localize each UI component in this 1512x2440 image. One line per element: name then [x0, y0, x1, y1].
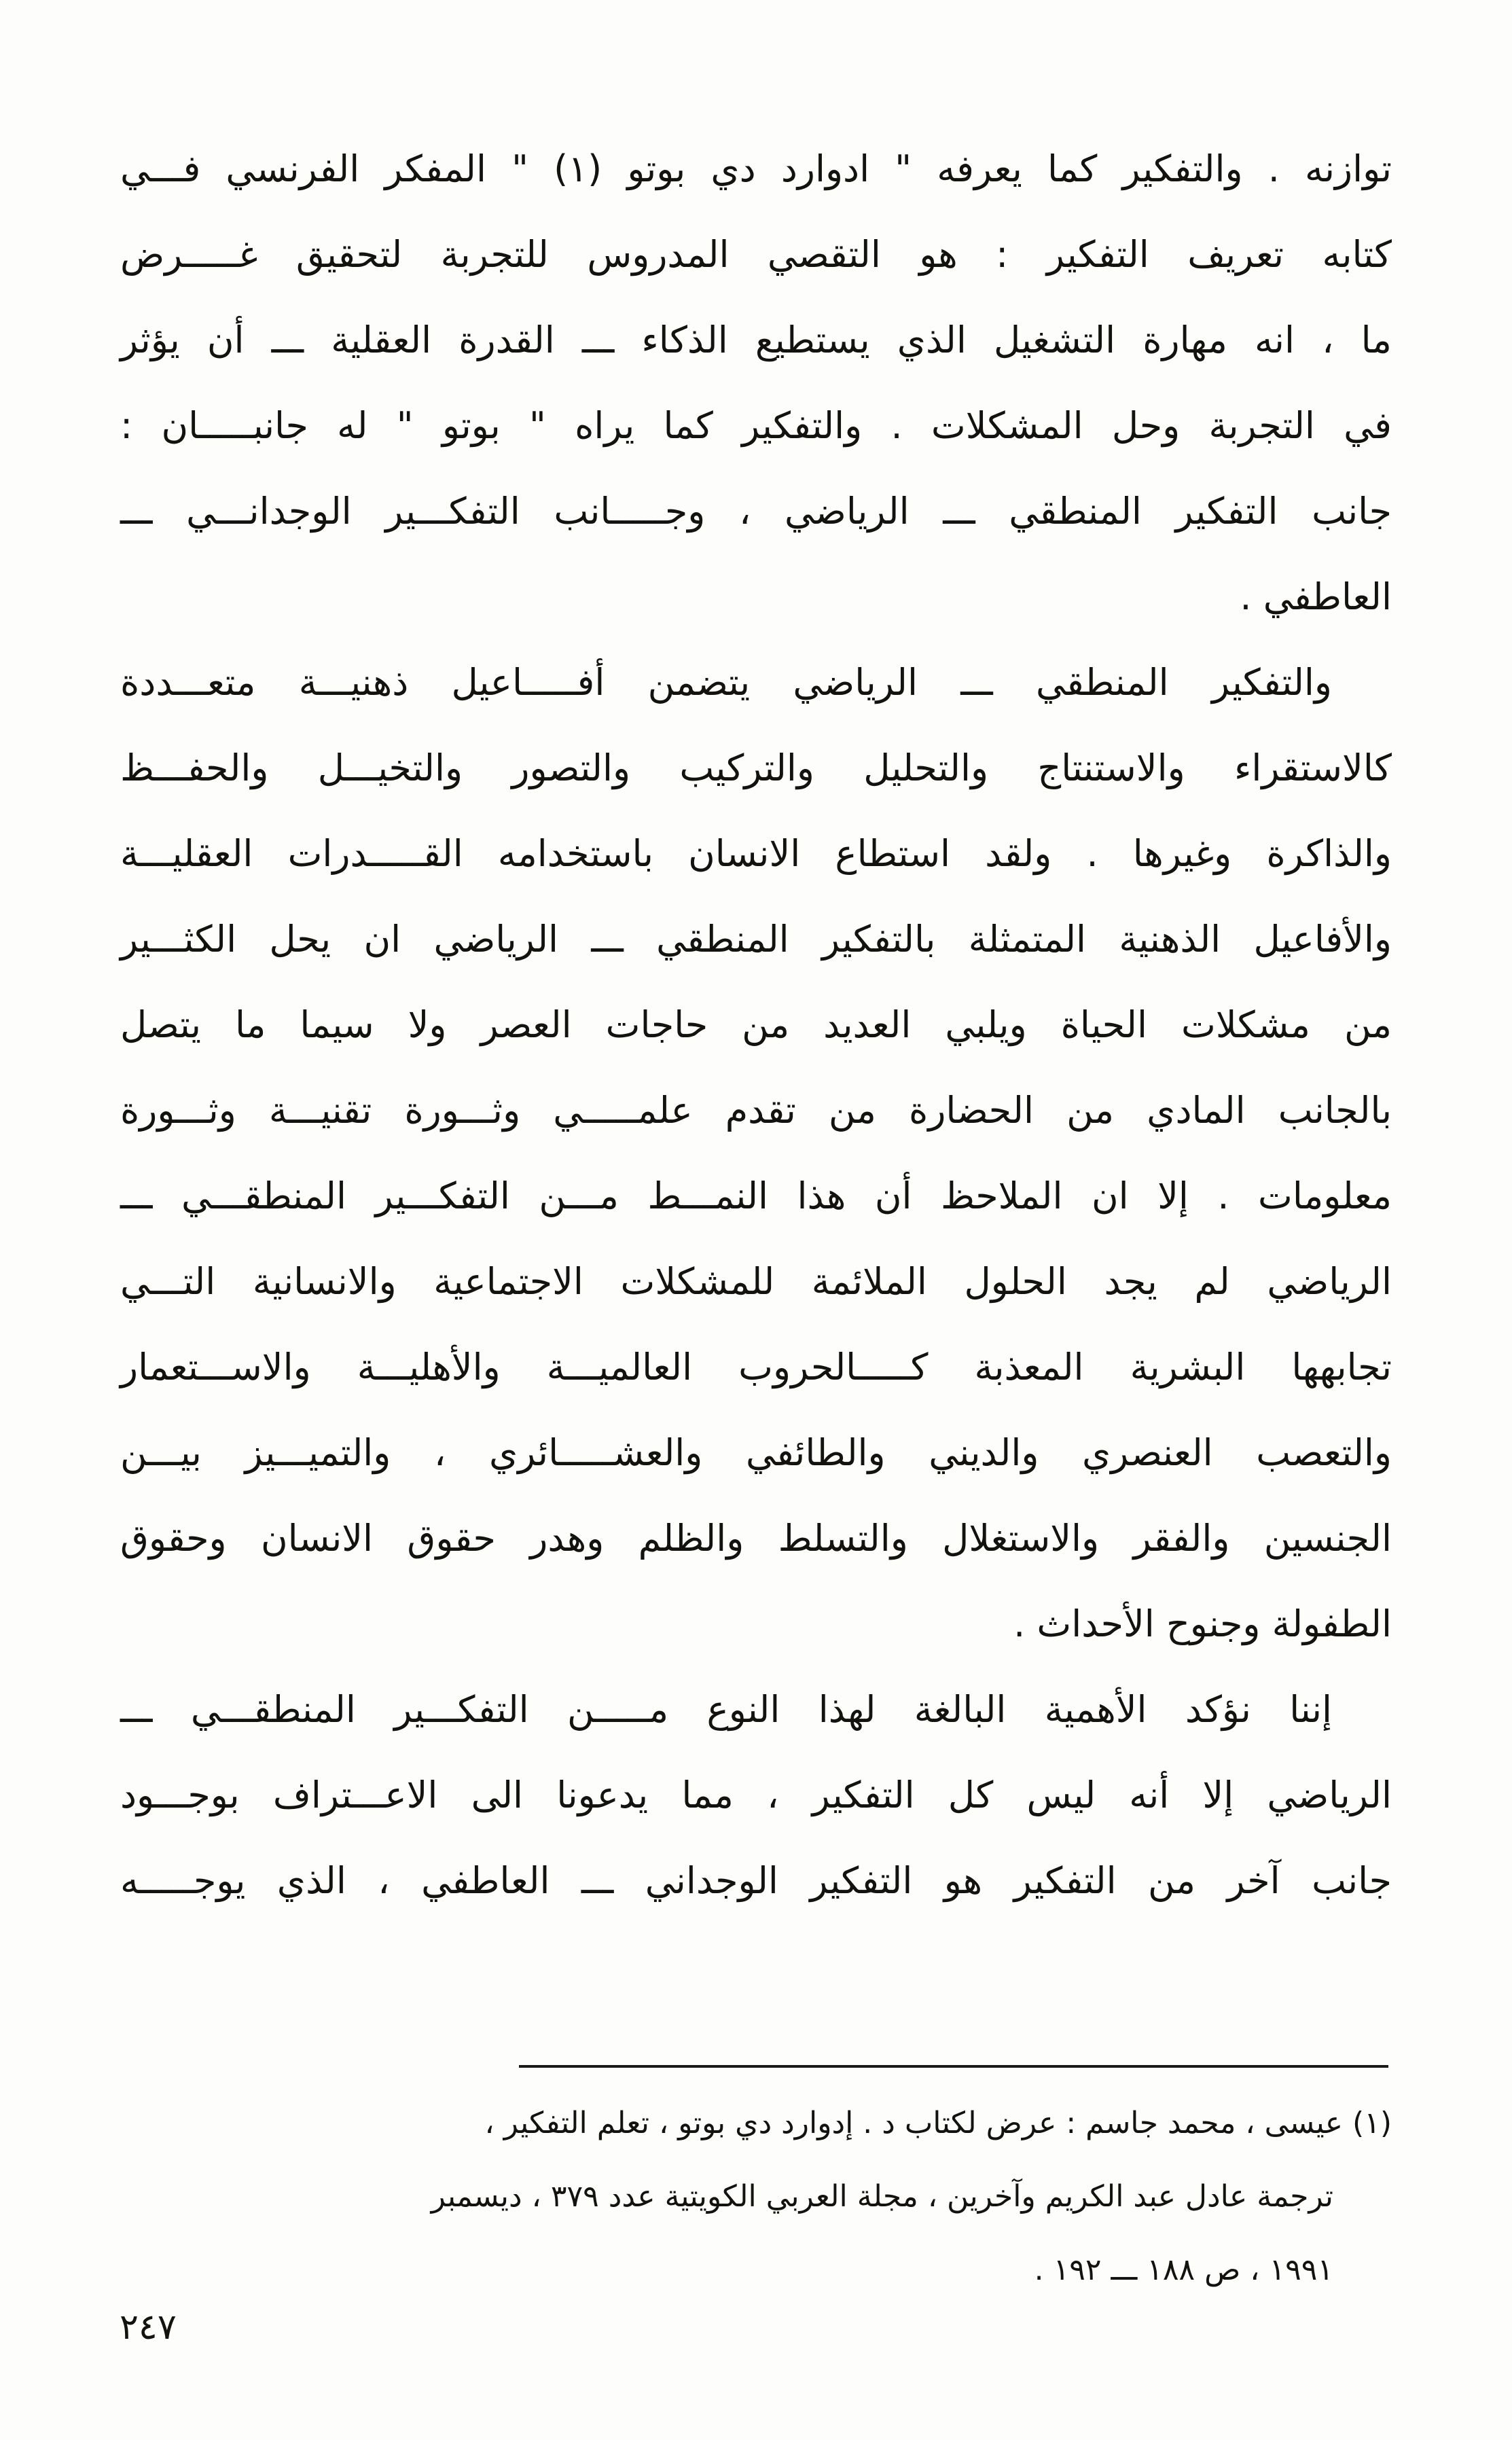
text-line: الرياضي لم يجد الحلول الملائمة للمشكلات الاجتماعية والانسانية التـــي: [120, 1260, 1392, 1303]
body-text: [120, 126, 1392, 1924]
page-number: ٢٤٧: [120, 2307, 177, 2348]
footnote-line: ١٩٩١ ، ص ١٨٨ ـــ ١٩٢ .: [1034, 2253, 1333, 2287]
text-line: الجنسين والفقر والاستغلال والتسلط والظلم وهدر حقوق الانسان وحقوق: [120, 1517, 1392, 1560]
text-line: الطفولة وجنوح الأحداث .: [1013, 1602, 1392, 1645]
text-line: تجابهها البشرية المعذبة كـــــالحروب العالميـــة والأهليـــة والاســـتعمار: [120, 1346, 1392, 1388]
text-line: من مشكلات الحياة ويلبي العديد من حاجات العصر ولا سيما ما يتصل: [120, 1003, 1392, 1046]
text-line: ما ، انه مهارة التشغيل الذي يستطيع الذكاء ـــ القدرة العقلية ـــ أن يؤثر: [120, 319, 1392, 361]
text-line: العاطفي .: [1240, 575, 1392, 618]
footnote-line: ترجمة عادل عبد الكريم وآخرين ، مجلة العربي الكويتية عدد ٣٧٩ ، ديسمبر: [431, 2179, 1333, 2214]
text-line: كتابه تعريف التفكير : هو التقصي المدروس للتجربة لتحقيق غـــــرض: [120, 233, 1392, 276]
text-line: والأفاعيل الذهنية المتمثلة بالتفكير المنطقي ـــ الرياضي ان يحل الكثـــير: [120, 918, 1392, 961]
text-line: والتعصب العنصري والديني والطائفي والعشـــــائري ، والتميـــيز بيـــن: [120, 1431, 1392, 1474]
footnote-line: (١) عيسى ، محمد جاسم : عرض لكتاب د . إدوارد دي بوتو ، تعلم التفكير ،: [484, 2106, 1392, 2140]
text-line: جانب آخر من التفكير هو التفكير الوجداني ـــ العاطفي ، الذي يوجـــــه: [120, 1859, 1392, 1902]
text-line: بالجانب المادي من الحضارة من تقدم علمـــــي وثـــورة تقنيـــة وثـــورة: [120, 1089, 1392, 1132]
text-line: معلومات . إلا ان الملاحظ أن هذا النمـــط مـــن التفكـــير المنطقـــي ـــ: [120, 1174, 1392, 1217]
text-line: كالاستقراء والاستنتاج والتحليل والتركيب والتصور والتخيـــل والحفـــظ: [120, 747, 1392, 789]
text-line: والذاكرة وغيرها . ولقد استطاع الانسان باستخدامه القـــــدرات العقليـــة: [120, 832, 1392, 875]
text-line: توازنه . والتفكير كما يعرفه " ادوارد دي بوتو (١) " المفكر الفرنسي فـــي: [120, 147, 1392, 190]
text-line: والتفكير المنطقي ـــ الرياضي يتضمن أفـــــاعيل ذهنيـــة متعـــددة: [120, 661, 1332, 704]
text-line: في التجربة وحل المشكلات . والتفكير كما يراه " بوتو " له جانبـــــان :: [120, 404, 1392, 447]
footnote-text: [278, 2087, 1392, 2307]
text-line: الرياضي إلا أنه ليس كل التفكير ، مما يدعونا الى الاعـــتراف بوجـــود: [120, 1774, 1392, 1816]
text-line: إننا نؤكد الأهمية البالغة لهذا النوع مـــــن التفكـــير المنطقـــي ـــ: [120, 1688, 1332, 1731]
footnote-divider: [519, 2065, 1388, 2068]
text-line: جانب التفكير المنطقي ـــ الرياضي ، وجـــــانب التفكـــير الوجدانـــي ـــ: [120, 490, 1392, 533]
